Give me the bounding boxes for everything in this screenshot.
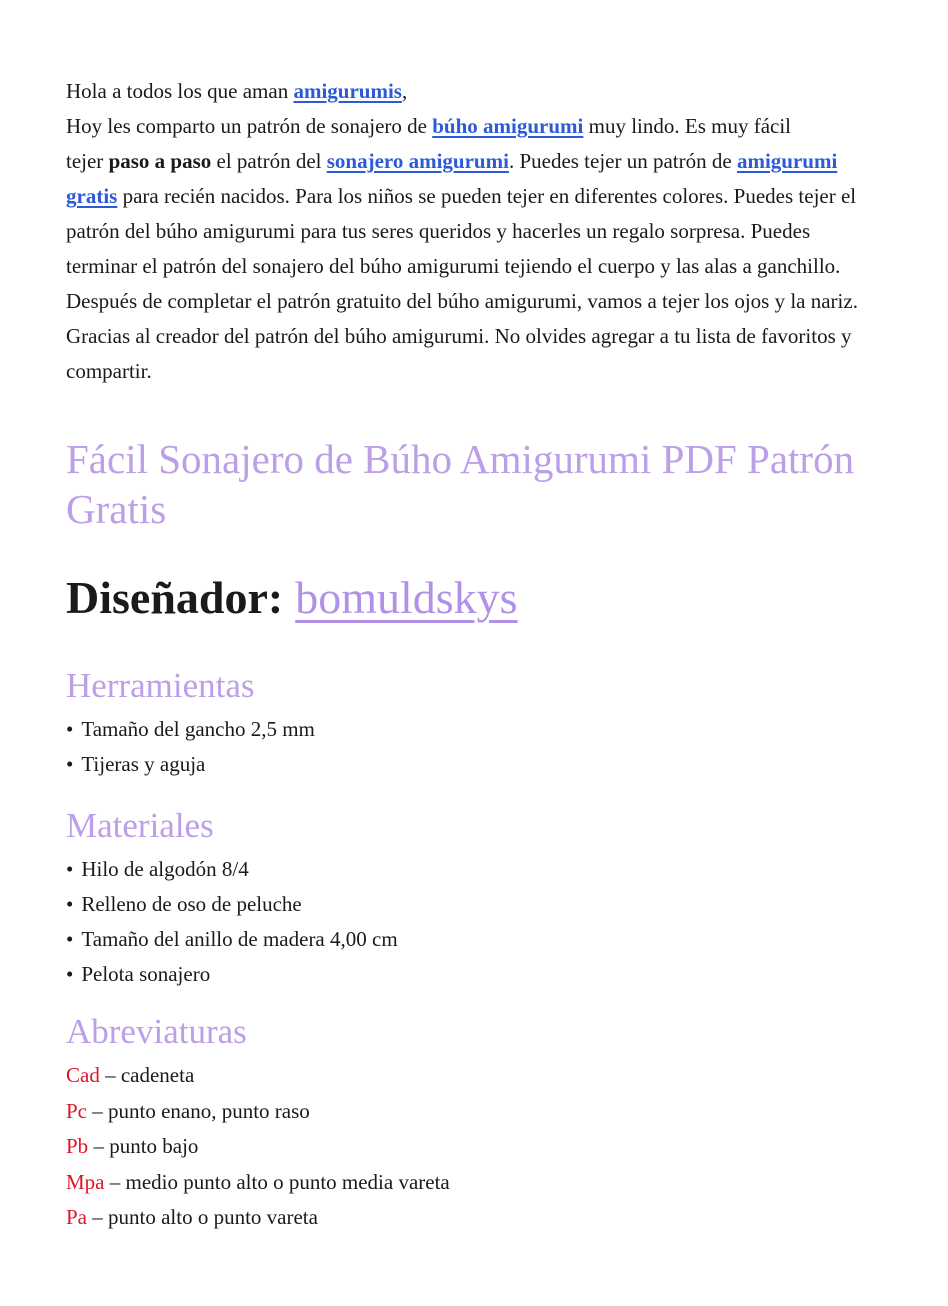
- intro-text: Después de completar el patrón gratuito del búho amigurumi, vamos a tejer los ojos y la nariz.: [66, 289, 858, 313]
- intro-line-2: [66, 109, 888, 144]
- intro-text: Hola a todos los que aman: [66, 79, 294, 103]
- intro-text: tejer: [66, 149, 109, 173]
- abbreviation-description: – cadeneta: [99, 1063, 195, 1087]
- page-title-line-1: Fácil Sonajero de Búho Amigurumi PDF Patrón: [66, 436, 855, 482]
- intro-text: patrón del búho amigurumi para tus seres queridos y hacerles un regalo sorpresa. Puedes: [66, 219, 811, 243]
- intro-text: para recién nacidos. Para los niños se pueden tejer en diferentes colores. Puedes tejer el: [117, 184, 857, 208]
- materials-heading: Materiales: [66, 806, 214, 845]
- intro-text: compartir.: [66, 359, 152, 383]
- materials-list-item: • Hilo de algodón 8/4: [66, 852, 888, 887]
- abbreviations-heading: Abreviaturas: [66, 1012, 247, 1051]
- intro-line-3: [66, 144, 888, 179]
- intro-line-7: [66, 284, 888, 319]
- intro-text: . Puedes tejer un patrón de: [508, 149, 737, 173]
- abbreviations-list: [66, 1058, 888, 1236]
- designer-link[interactable]: bomuldskys: [295, 572, 518, 623]
- paso-a-paso-bold-text: paso a paso: [108, 149, 212, 173]
- materials-list-item: • Tamaño del anillo de madera 4,00 cm: [66, 922, 888, 957]
- abbreviation-row: [66, 1165, 888, 1201]
- abbreviation-code: Pb: [66, 1134, 89, 1158]
- materials-list-item: • Pelota sonajero: [66, 957, 888, 992]
- intro-line-4: [66, 179, 888, 214]
- intro-paragraph: [66, 74, 888, 389]
- intro-text: Hoy les comparto un patrón de sonajero de: [66, 114, 433, 138]
- page-title-line-2: Gratis: [66, 486, 167, 532]
- amigurumi-gratis-link-part2[interactable]: gratis: [66, 184, 118, 208]
- intro-line-6: [66, 249, 888, 284]
- abbreviation-code: Cad: [66, 1063, 100, 1087]
- abbreviation-description: – punto bajo: [88, 1134, 199, 1158]
- amigurumis-link[interactable]: amigurumis: [293, 79, 402, 103]
- tools-heading: Herramientas: [66, 666, 255, 705]
- tools-list-item: • Tijeras y aguja: [66, 747, 888, 782]
- tools-list-item: • Tamaño del gancho 2,5 mm: [66, 712, 888, 747]
- amigurumi-gratis-link-part1[interactable]: amigurumi: [736, 149, 838, 173]
- materials-list: [66, 852, 888, 992]
- intro-line-8: [66, 319, 888, 354]
- materials-list-item: • Relleno de oso de peluche: [66, 887, 888, 922]
- designer-label: Diseñador:: [66, 572, 284, 623]
- abbreviation-row: [66, 1200, 888, 1236]
- abbreviation-row: [66, 1094, 888, 1130]
- abbreviation-code: Pc: [66, 1098, 87, 1123]
- sonajero-amigurumi-link[interactable]: sonajero amigurumi: [326, 149, 509, 173]
- intro-text: ,: [401, 79, 408, 103]
- designer-heading: [66, 568, 888, 628]
- abbreviation-code: Mpa: [66, 1169, 105, 1194]
- intro-text: el patrón del: [211, 149, 327, 173]
- intro-text: muy lindo. Es muy fácil: [583, 114, 792, 138]
- abbreviation-row: [66, 1058, 888, 1094]
- buho-amigurumi-link[interactable]: búho amigurumi: [432, 114, 584, 138]
- abbreviation-code: Pa: [66, 1205, 87, 1229]
- intro-line-1: [66, 74, 888, 109]
- intro-line-9: [66, 354, 888, 389]
- intro-text: Gracias al creador del patrón del búho amigurumi. No olvides agregar a tu lista de favoritos y: [66, 324, 852, 348]
- page-title: [66, 434, 888, 534]
- intro-text: terminar el patrón del sonajero del búho amigurumi tejiendo el cuerpo y las alas a ganchillo.: [66, 254, 841, 278]
- abbreviation-row: [66, 1129, 888, 1165]
- abbreviation-description: – punto enano, punto raso: [87, 1098, 310, 1123]
- tools-list: [66, 712, 888, 782]
- abbreviation-description: – punto alto o punto vareta: [87, 1205, 318, 1229]
- intro-line-5: [66, 214, 888, 249]
- document-content: [66, 0, 888, 1236]
- abbreviation-description: – medio punto alto o punto media vareta: [104, 1169, 450, 1194]
